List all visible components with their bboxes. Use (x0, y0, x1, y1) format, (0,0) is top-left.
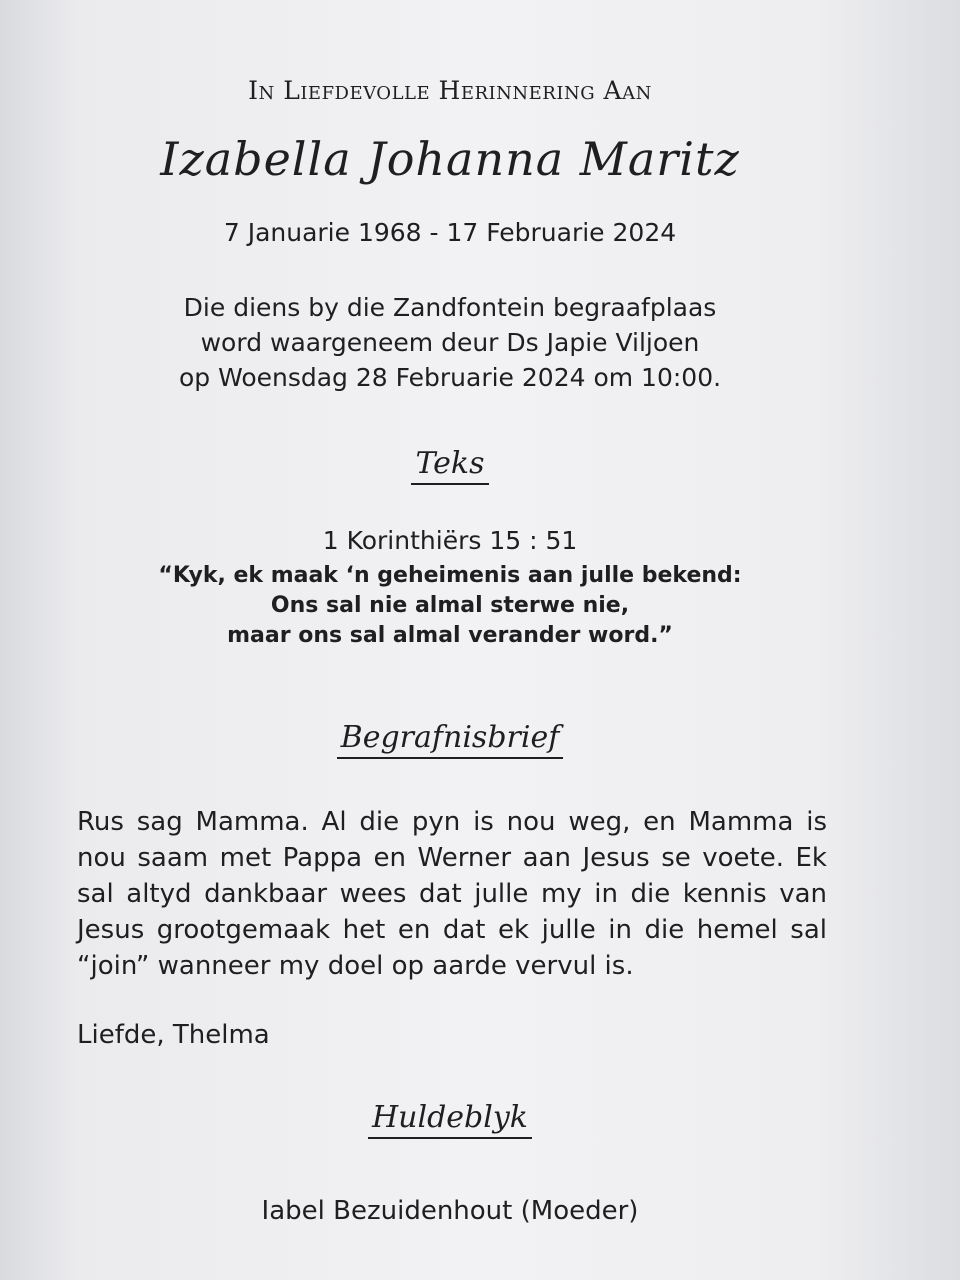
service-line: word waargeneem deur Ds Japie Viljoen (200, 328, 700, 357)
verse-text (0, 561, 900, 651)
service-line: Die diens by die Zandfontein begraafplaas (183, 293, 717, 322)
verse-line: “Kyk, ek maak ‘n geheimenis aan julle bekend: (158, 563, 742, 588)
letter-signoff: Liefde, Thelma (77, 1020, 270, 1050)
card-heading: In Liefdevolle Herinnering Aan (248, 76, 652, 105)
letter-section-title: Begrafnisbrief (337, 720, 564, 759)
verse-line: Ons sal nie almal sterwe nie, (270, 593, 630, 618)
tribute-section-header (0, 1100, 900, 1139)
text-section-title: Teks (411, 446, 488, 485)
deceased-name: Izabella Johanna Maritz (160, 132, 740, 186)
verse-line: maar ons sal almal verander word.” (227, 623, 673, 648)
verse-reference: 1 Korinthiërs 15 : 51 (322, 526, 578, 555)
letter-section-header (0, 720, 900, 759)
life-dates: 7 Januarie 1968 - 17 Februarie 2024 (223, 218, 677, 247)
service-details (0, 290, 900, 395)
tribute-entry: Iabel Bezuidenhout (Moeder) (261, 1196, 639, 1226)
letter-message: Rus sag Mamma. Al die pyn is nou weg, en Mamma is nou saam met Pappa en Werner aan Jesus se voete. Ek sal altyd dankbaar wees dat julle my in die kennis van Jesus grootgemaak het en dat ek julle in die hemel sal “join” wanneer my doel op aarde vervul is. (77, 807, 827, 981)
service-line: op Woensdag 28 Februarie 2024 om 10:00. (178, 363, 722, 392)
tribute-section-title: Huldeblyk (368, 1100, 532, 1139)
text-section-header (0, 446, 900, 485)
